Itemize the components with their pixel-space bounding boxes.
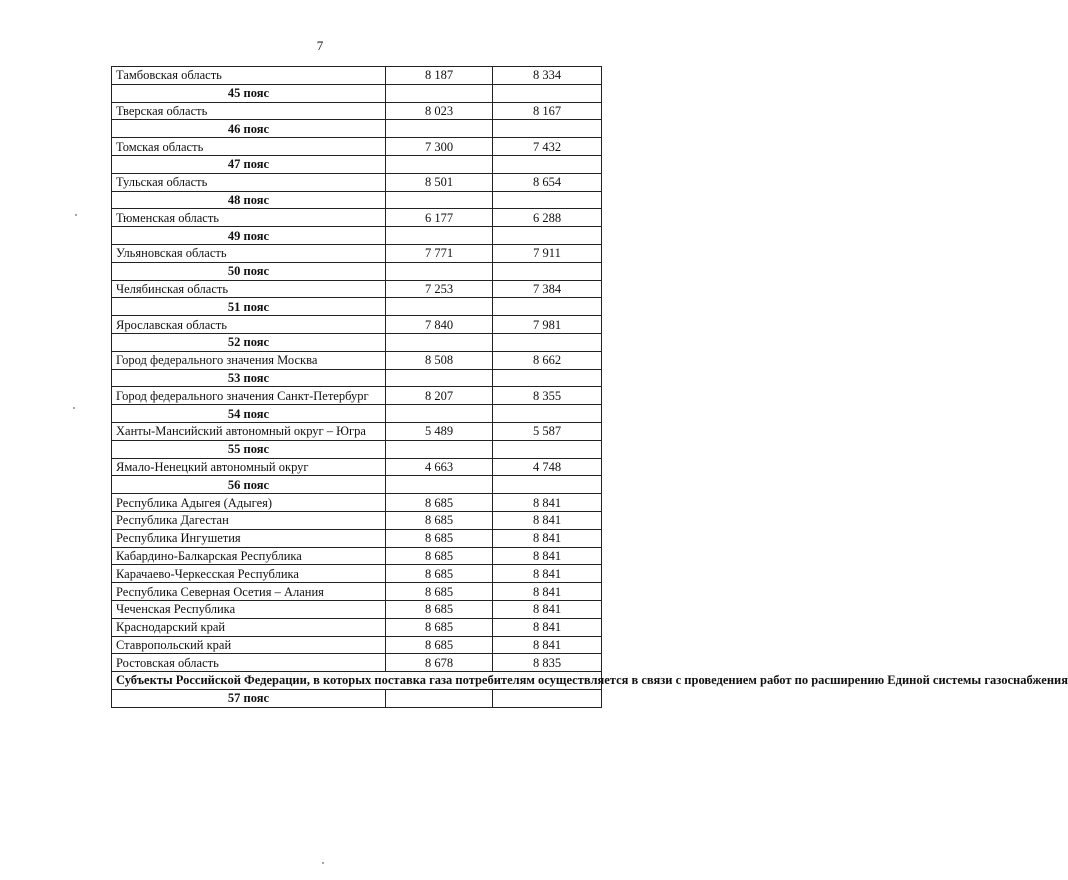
empty-cell (493, 84, 602, 102)
empty-cell (386, 84, 493, 102)
value-cell-2: 8 841 (493, 636, 602, 654)
value-cell-1: 8 685 (386, 583, 493, 601)
empty-cell (386, 155, 493, 173)
region-name-cell: Ставропольский край (112, 636, 386, 654)
region-name-cell: Тамбовская область (112, 67, 386, 85)
region-name-cell: Ростовская область (112, 654, 386, 672)
value-cell-2: 5 587 (493, 422, 602, 440)
value-cell-2: 8 334 (493, 67, 602, 85)
value-cell-2: 8 841 (493, 511, 602, 529)
empty-cell (386, 405, 493, 423)
value-cell-2: 8 167 (493, 102, 602, 120)
table-row (112, 636, 602, 654)
value-cell-2: 7 432 (493, 138, 602, 156)
empty-cell (386, 333, 493, 351)
value-cell-1: 8 685 (386, 636, 493, 654)
empty-cell (386, 120, 493, 138)
region-name-cell: Ярославская область (112, 316, 386, 334)
value-cell-2: 8 835 (493, 654, 602, 672)
belt-row (112, 689, 602, 707)
empty-cell (493, 405, 602, 423)
region-name-cell: Кабардино-Балкарская Республика (112, 547, 386, 565)
value-cell-1: 6 177 (386, 209, 493, 227)
scan-speck (322, 862, 324, 864)
empty-cell (386, 262, 493, 280)
value-cell-2: 8 662 (493, 351, 602, 369)
value-cell-1: 8 685 (386, 529, 493, 547)
value-cell-1: 8 501 (386, 173, 493, 191)
belt-row (112, 191, 602, 209)
tariff-table (111, 66, 1068, 708)
belt-label: 49 пояс (112, 227, 386, 245)
belt-label: 57 пояс (112, 689, 386, 707)
table-row (112, 422, 602, 440)
belt-label: 48 пояс (112, 191, 386, 209)
empty-cell (493, 333, 602, 351)
value-cell-2: 8 841 (493, 583, 602, 601)
region-name-cell: Республика Адыгея (Адыгея) (112, 494, 386, 512)
value-cell-1: 8 207 (386, 387, 493, 405)
table-row (112, 387, 602, 405)
belt-label: 47 пояс (112, 155, 386, 173)
table-row (112, 351, 602, 369)
belt-row (112, 84, 602, 102)
empty-cell (493, 440, 602, 458)
region-name-cell: Тюменская область (112, 209, 386, 227)
table-row (112, 458, 602, 476)
value-cell-2: 8 841 (493, 547, 602, 565)
belt-label: 54 пояс (112, 405, 386, 423)
value-cell-2: 6 288 (493, 209, 602, 227)
table-row (112, 600, 602, 618)
empty-cell (493, 155, 602, 173)
belt-row (112, 120, 602, 138)
empty-cell (493, 262, 602, 280)
value-cell-1: 8 685 (386, 565, 493, 583)
value-cell-2: 8 841 (493, 565, 602, 583)
empty-cell (386, 227, 493, 245)
scan-speck (73, 407, 75, 409)
empty-cell (493, 369, 602, 387)
value-cell-1: 7 253 (386, 280, 493, 298)
belt-row (112, 476, 602, 494)
empty-cell (493, 191, 602, 209)
belt-row (112, 262, 602, 280)
section-header: Субъекты Российской Федерации, в которых поставка газа потребителям осуществляется в связи с проведением работ по расширению Единой системы газоснабжения (112, 672, 602, 690)
empty-cell (493, 120, 602, 138)
table-row (112, 138, 602, 156)
empty-cell (386, 476, 493, 494)
table-row (112, 565, 602, 583)
table-row (112, 511, 602, 529)
value-cell-1: 8 685 (386, 511, 493, 529)
belt-label: 55 пояс (112, 440, 386, 458)
page-number: 7 (316, 38, 324, 53)
table-row (112, 173, 602, 191)
belt-row (112, 333, 602, 351)
table-row (112, 316, 602, 334)
belt-row (112, 155, 602, 173)
table-row (112, 618, 602, 636)
value-cell-2: 7 911 (493, 244, 602, 262)
table-row (112, 494, 602, 512)
empty-cell (386, 298, 493, 316)
value-cell-1: 7 771 (386, 244, 493, 262)
value-cell-1: 7 300 (386, 138, 493, 156)
empty-cell (493, 298, 602, 316)
empty-cell (493, 689, 602, 707)
belt-label: 56 пояс (112, 476, 386, 494)
belt-row (112, 298, 602, 316)
value-cell-2: 8 654 (493, 173, 602, 191)
region-name-cell: Карачаево-Черкесская Республика (112, 565, 386, 583)
belt-label: 46 пояс (112, 120, 386, 138)
region-name-cell: Город федерального значения Санкт-Петербург (112, 387, 386, 405)
value-cell-1: 4 663 (386, 458, 493, 476)
belt-row (112, 227, 602, 245)
value-cell-1: 7 840 (386, 316, 493, 334)
belt-row (112, 405, 602, 423)
table-row (112, 67, 602, 85)
value-cell-2: 8 841 (493, 494, 602, 512)
belt-label: 50 пояс (112, 262, 386, 280)
region-name-cell: Ямало-Ненецкий автономный округ (112, 458, 386, 476)
region-name-cell: Тверская область (112, 102, 386, 120)
value-cell-1: 8 685 (386, 494, 493, 512)
empty-cell (386, 440, 493, 458)
region-name-cell: Чеченская Республика (112, 600, 386, 618)
region-name-cell: Республика Ингушетия (112, 529, 386, 547)
region-name-cell: Челябинская область (112, 280, 386, 298)
region-name-cell: Город федерального значения Москва (112, 351, 386, 369)
value-cell-1: 8 685 (386, 618, 493, 636)
table-row (112, 209, 602, 227)
value-cell-1: 5 489 (386, 422, 493, 440)
value-cell-1: 8 023 (386, 102, 493, 120)
table-row (112, 529, 602, 547)
value-cell-1: 8 678 (386, 654, 493, 672)
value-cell-2: 8 841 (493, 529, 602, 547)
region-name-cell: Республика Северная Осетия – Алания (112, 583, 386, 601)
belt-label: 53 пояс (112, 369, 386, 387)
belt-label: 52 пояс (112, 333, 386, 351)
region-name-cell: Тульская область (112, 173, 386, 191)
scan-speck (75, 214, 77, 216)
table-row (112, 583, 602, 601)
empty-cell (493, 476, 602, 494)
region-name-cell: Краснодарский край (112, 618, 386, 636)
region-name-cell: Ульяновская область (112, 244, 386, 262)
region-name-cell: Томская область (112, 138, 386, 156)
empty-cell (493, 227, 602, 245)
value-cell-1: 8 685 (386, 547, 493, 565)
value-cell-2: 8 841 (493, 600, 602, 618)
belt-row (112, 440, 602, 458)
value-cell-1: 8 685 (386, 600, 493, 618)
value-cell-2: 4 748 (493, 458, 602, 476)
value-cell-1: 8 508 (386, 351, 493, 369)
region-name-cell: Ханты-Мансийский автономный округ – Югра (112, 422, 386, 440)
value-cell-2: 7 981 (493, 316, 602, 334)
tariff-table-body (112, 67, 1068, 708)
table-row (112, 102, 602, 120)
value-cell-2: 7 384 (493, 280, 602, 298)
belt-label: 51 пояс (112, 298, 386, 316)
empty-cell (386, 689, 493, 707)
value-cell-2: 8 841 (493, 618, 602, 636)
table-row (112, 654, 602, 672)
empty-cell (386, 191, 493, 209)
table-row (112, 280, 602, 298)
value-cell-1: 8 187 (386, 67, 493, 85)
table-row (112, 547, 602, 565)
region-name-cell: Республика Дагестан (112, 511, 386, 529)
belt-row (112, 369, 602, 387)
table-row (112, 244, 602, 262)
belt-label: 45 пояс (112, 84, 386, 102)
value-cell-2: 8 355 (493, 387, 602, 405)
empty-cell (386, 369, 493, 387)
section-header-row (112, 672, 602, 690)
